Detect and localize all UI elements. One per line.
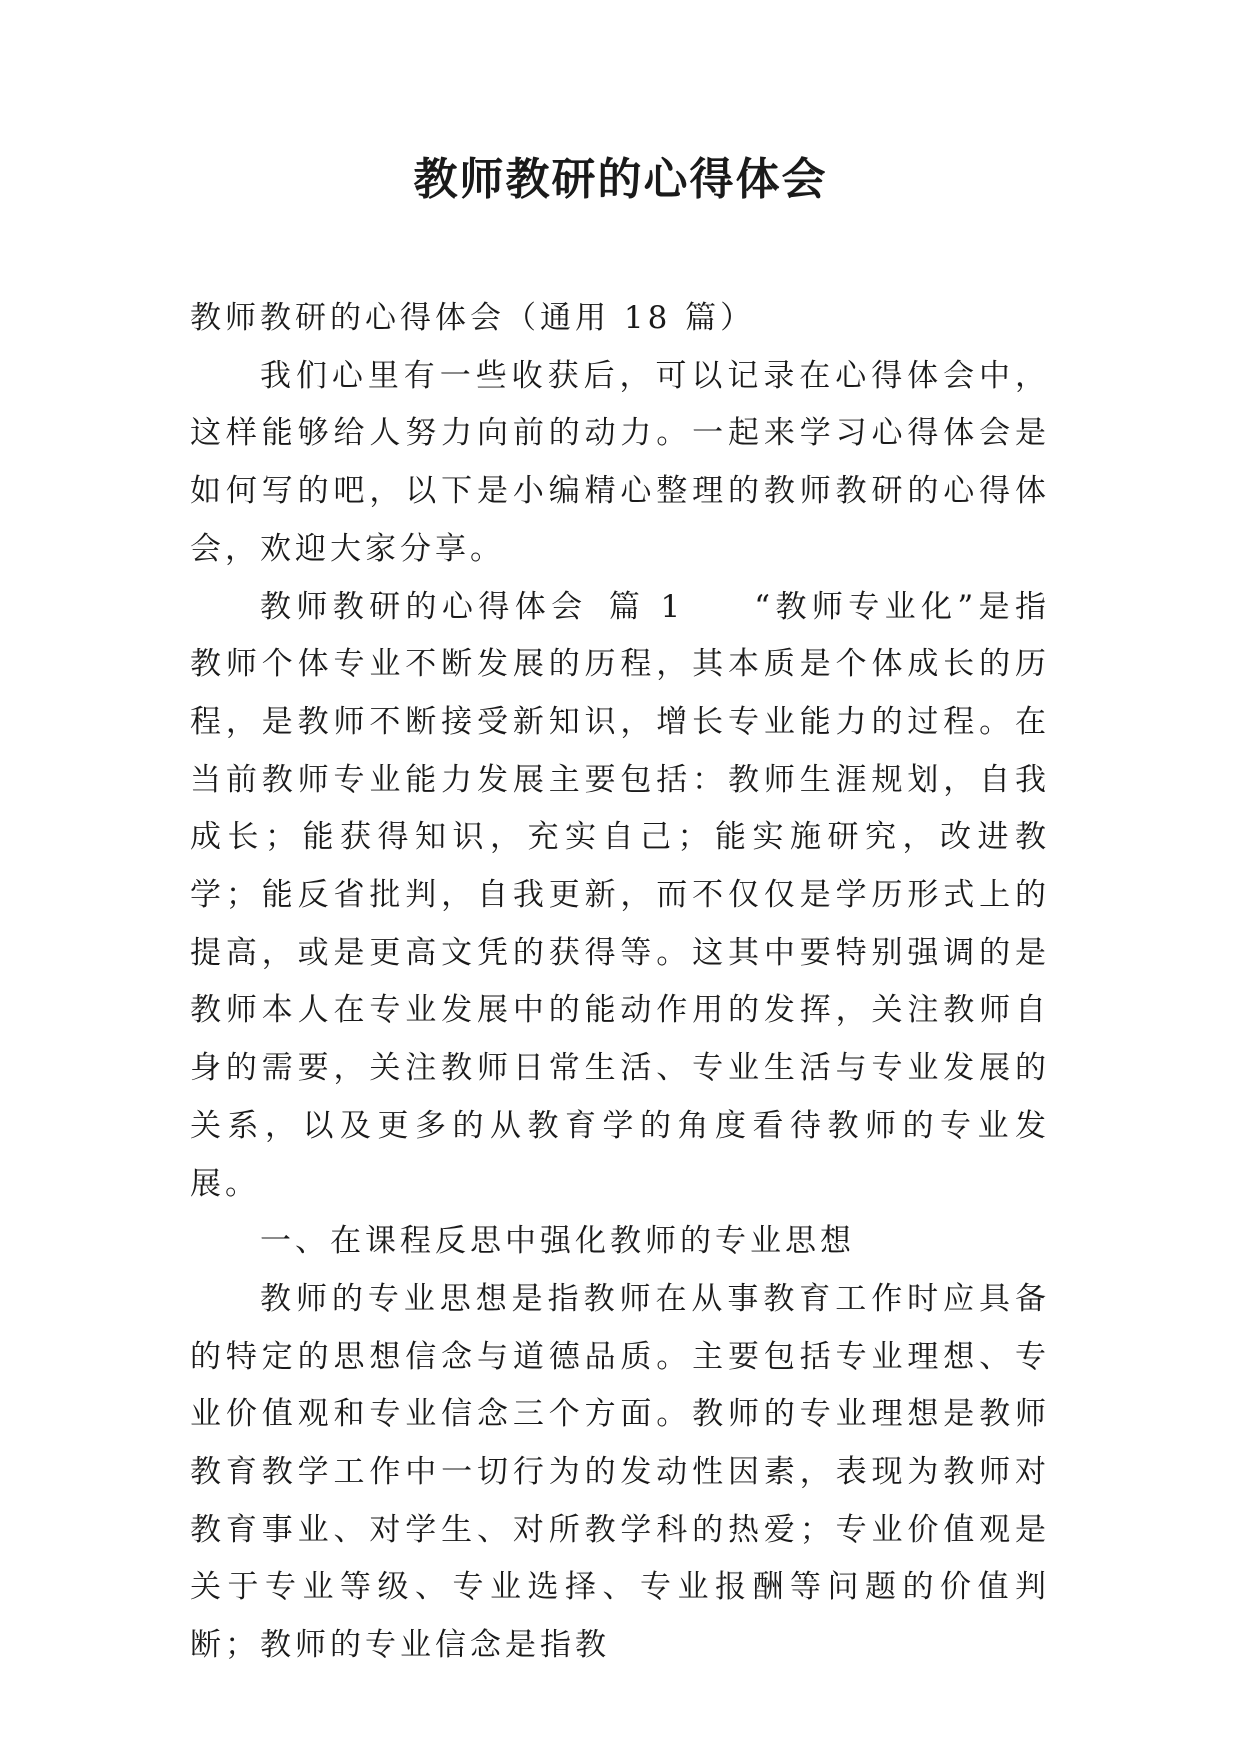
- document-title: 教师教研的心得体会: [413, 154, 828, 205]
- section-1-label: 篇 1: [607, 588, 685, 625]
- document-subtitle: 教师教研的心得体会（通用 18 篇）: [190, 300, 756, 336]
- section-1-paragraph: [190, 579, 1050, 1214]
- section-1-heading: 教师教研的心得体会: [260, 588, 588, 625]
- document-body: [190, 290, 1050, 1675]
- paragraph-2: 教师的专业思想是指教师在从事教育工作时应具备的特定的思想信念与道德品质。主要包括专业理想、专业价值观和专业信念三个方面。教师的专业理想是教师教育教学工作中一切行为的发动性因素，表现为教师对教育事业、对学生、对所教学科的热爱；专业价值观是关于专业等级、专业选择、专业报酬等问题的价值判断；教师的专业信念是指教: [190, 1280, 1050, 1664]
- section-heading-1: 一、在课程反思中强化教师的专业思想: [260, 1223, 855, 1260]
- intro-paragraph: 我们心里有一些收获后，可以记录在心得体会中，这样能够给人努力向前的动力。一起来学习心得体会是如何写的吧，以下是小编精心整理的教师教研的心得体会，欢迎大家分享。: [190, 357, 1050, 567]
- section-1-body: “教师专业化”是指教师个体专业不断发展的历程，其本质是个体成长的历程，是教师不断接受新知识，增长专业能力的过程。在当前教师专业能力发展主要包括：教师生涯规划，自我成长；能获得知识，充实自己；能实施研究，改进教学；能反省批判，自我更新，而不仅仅是学历形式上的提高，或是更高文凭的获得等。这其中要特别强调的是教师本人在专业发展中的能动作用的发挥，关注教师自身的需要，关注教师日常生活、专业生活与专业发展的关系，以及更多的从教育学的角度看待教师的专业发展。: [190, 588, 1051, 1202]
